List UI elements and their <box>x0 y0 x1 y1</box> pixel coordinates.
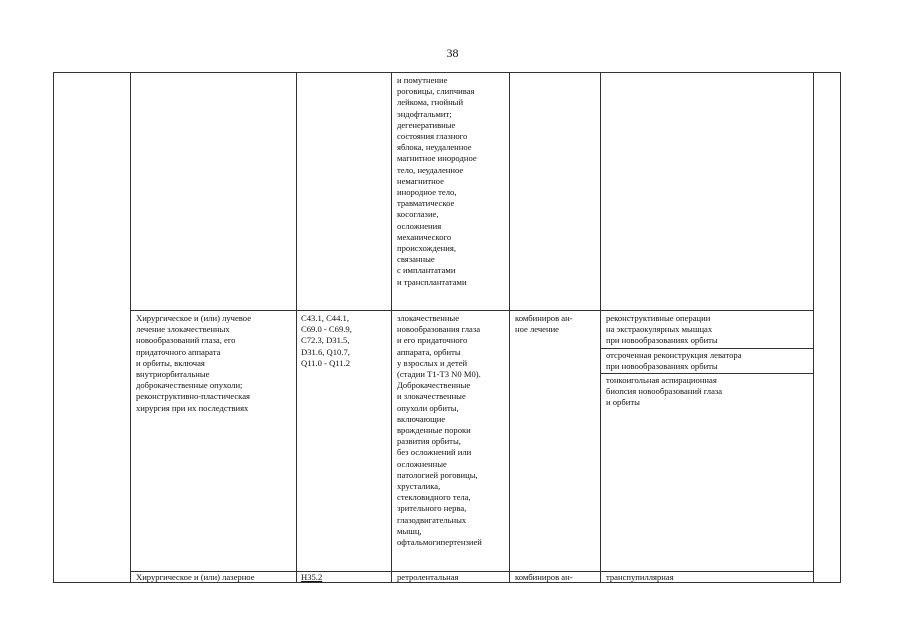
diagnosis-cell-next: ретролентальная <box>397 572 459 582</box>
diagnosis-cell: злокачественные новообразования глаза и его придаточного аппарата, орбиты у взрослых и детей (стадии T1-T3 N0 M0). Доброкачественные и злокачественные опухоли орбиты, включающие врожденные пороки развития орбиты, без осложнений или осложненные патологией роговицы, хрусталика, стекловидного тела, зрительного нерва, глазодвигательных мышц, офтальмогипертензией <box>397 313 482 548</box>
treatment-type-cell: комбиниров ан- ное лечение <box>515 313 573 335</box>
method-cell-1: реконструктивные операции на экстраокулярных мышцах при новообразованиях орбиты <box>606 313 718 346</box>
treatment-name-cell: Хирургическое и (или) лучевое лечение злокачественных новообразований глаза, его придаточного аппарата и орбиты, включая внутриорбитальные доброкачественные опухоли; реконструктивно-пластическая хирургия при их последствиях <box>136 313 252 413</box>
icd-codes-cell-next: H35.2 <box>301 572 323 582</box>
page-number: 38 <box>446 46 459 60</box>
icd-codes-cell: C43.1, C44.1, C69.0 - C69.9, C72.3, D31.5, D31.6, Q10.7, Q11.0 - Q11.2 <box>301 313 352 368</box>
treatment-name-cell-next: Хирургическое и (или) лазерное <box>136 572 255 582</box>
treatment-type-cell-next: комбиниров ан- <box>515 572 573 582</box>
diagnosis-continuation-cell: и помутнение роговицы, слипчивая лейкома, гнойный эндофтальмит; дегенеративные состояния глазного яблока, неудаленное магнитное инородное тело, неудаленное немагнитное инородное тело, травматическое косоглазие, осложнения механического происхождения, связанные с имплантатами и трансплантатами <box>397 75 477 287</box>
method-cell-next: транспупиллярная <box>606 572 674 582</box>
method-cell-3: тонкоигольная аспирационная биопсия новообразований глаза и орбиты <box>606 375 723 408</box>
method-cell-2: отсроченная реконструкция леватора при новообразованиях орбиты <box>606 350 742 372</box>
